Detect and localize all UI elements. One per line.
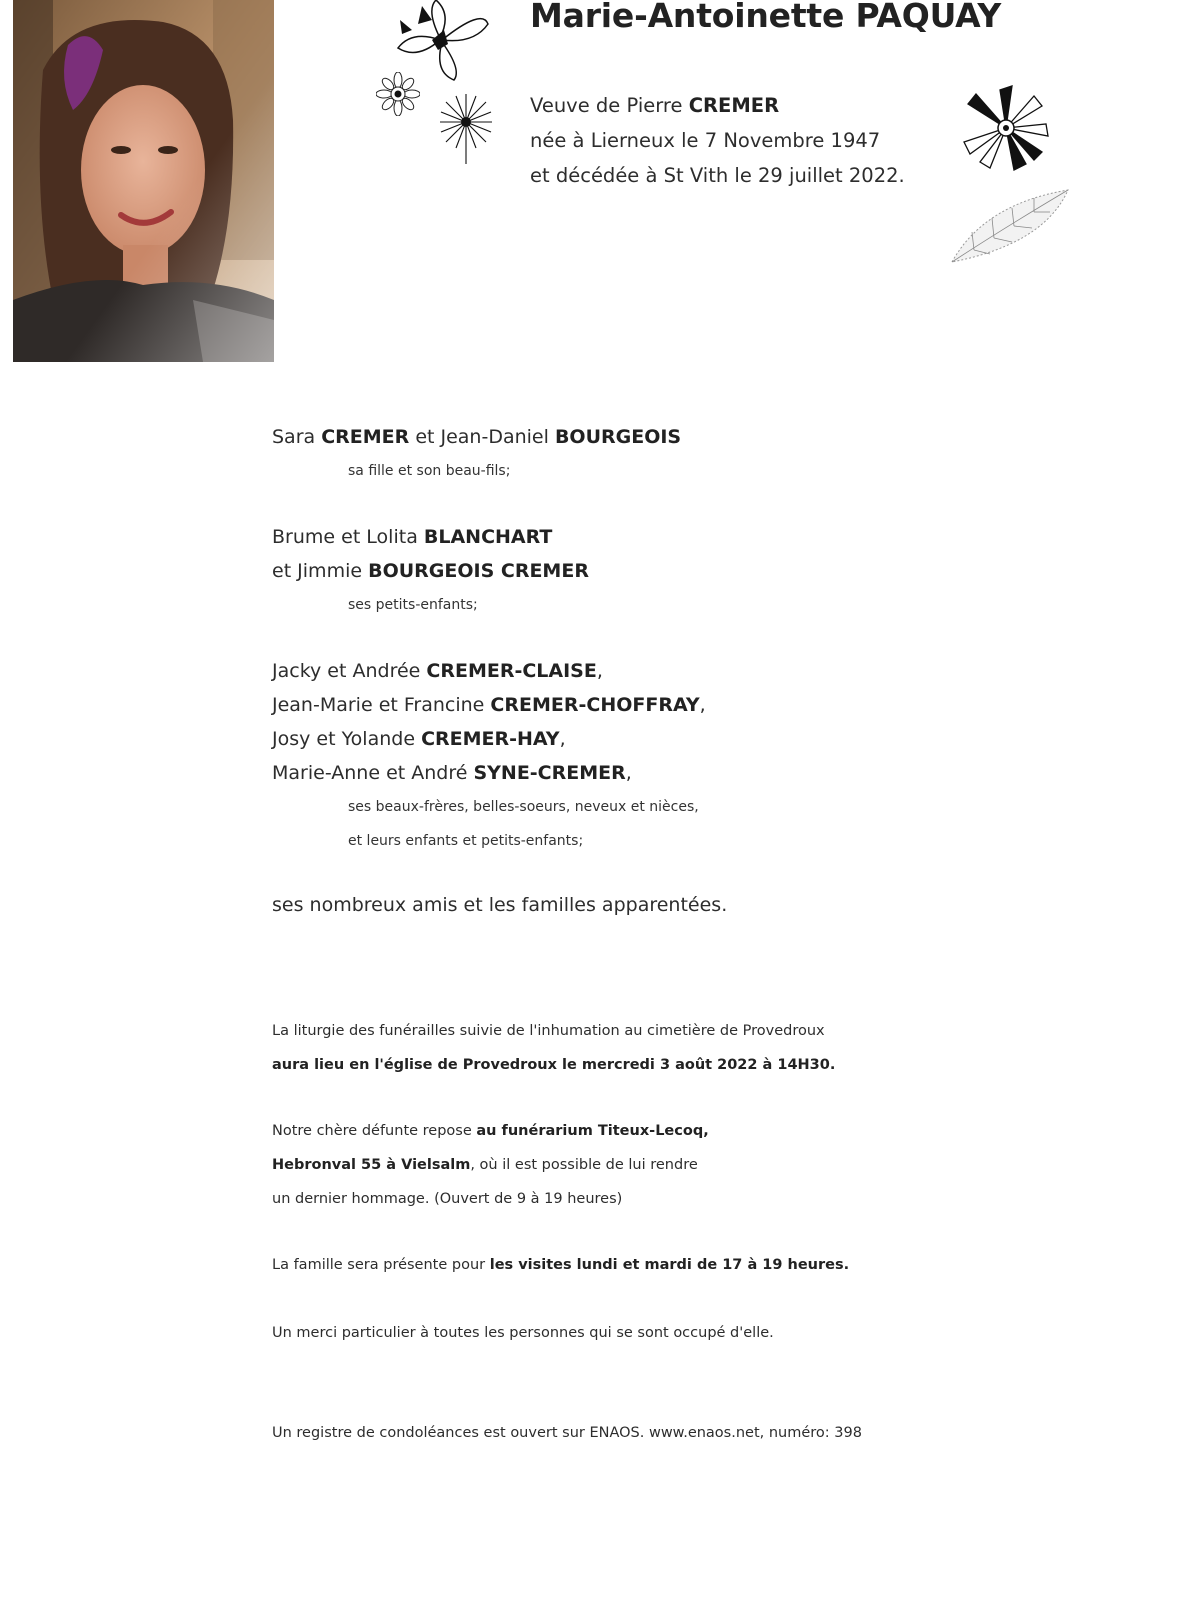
family-relation: sa fille et son beau-fils; — [348, 463, 511, 479]
intro-block — [530, 88, 905, 193]
family-name-line: Jean-Marie et Francine CREMER-CHOFFRAY, — [272, 694, 706, 716]
rest-line: Notre chère défunte repose au funérarium Titeux-Lecoq, — [272, 1123, 709, 1139]
family-name-line: Marie-Anne et André SYNE-CREMER, — [272, 762, 632, 784]
family-name-line: Josy et Yolande CREMER-HAY, — [272, 728, 566, 750]
condolence-register-line: Un registre de condoléances est ouvert sur ENAOS. www.enaos.net, numéro: 398 — [272, 1425, 862, 1441]
deceased-name: Marie-Antoinette PAQUAY — [530, 0, 1002, 35]
family-relation: ses petits-enfants; — [348, 597, 478, 613]
portrait-photo — [13, 0, 274, 362]
star-flower-icon — [960, 84, 1052, 174]
family-name-line: Sara CREMER et Jean-Daniel BOURGEOIS — [272, 426, 682, 448]
rest-line: Hebronval 55 à Vielsalm, où il est possible de lui rendre — [272, 1157, 698, 1173]
birth-line: née à Lierneux le 7 Novembre 1947 — [530, 129, 881, 152]
ceremony-date-line: aura lieu en l'église de Provedroux le mercredi 3 août 2022 à 14H30. — [272, 1057, 836, 1073]
dandelion-icon — [438, 92, 494, 164]
friends-line: ses nombreux amis et les familles apparentées. — [272, 894, 728, 916]
funeral-info — [272, 1014, 1072, 1450]
family-name-line: Jacky et Andrée CREMER-CLAISE, — [272, 660, 603, 682]
family-relation: ses beaux-frères, belles-soeurs, neveux et nièces, — [348, 799, 699, 815]
flower-outline-icon — [392, 0, 492, 82]
daisy-icon — [376, 72, 420, 116]
death-line: et décédée à St Vith le 29 juillet 2022. — [530, 164, 905, 187]
visits-line: La famille sera présente pour les visites lundi et mardi de 17 à 19 heures. — [272, 1257, 850, 1273]
rest-line: un dernier hommage. (Ouvert de 9 à 19 heures) — [272, 1191, 623, 1207]
ceremony-line: La liturgie des funérailles suivie de l'inhumation au cimetière de Provedroux — [272, 1023, 825, 1039]
thanks-line: Un merci particulier à toutes les personnes qui se sont occupé d'elle. — [272, 1325, 774, 1341]
family-relation: et leurs enfants et petits-enfants; — [348, 833, 584, 849]
leaf-icon — [944, 184, 1074, 270]
family-list — [272, 420, 1032, 922]
widow-line: Veuve de Pierre CREMER — [530, 94, 780, 117]
family-name-line: et Jimmie BOURGEOIS CREMER — [272, 560, 589, 582]
family-name-line: Brume et Lolita BLANCHART — [272, 526, 553, 548]
